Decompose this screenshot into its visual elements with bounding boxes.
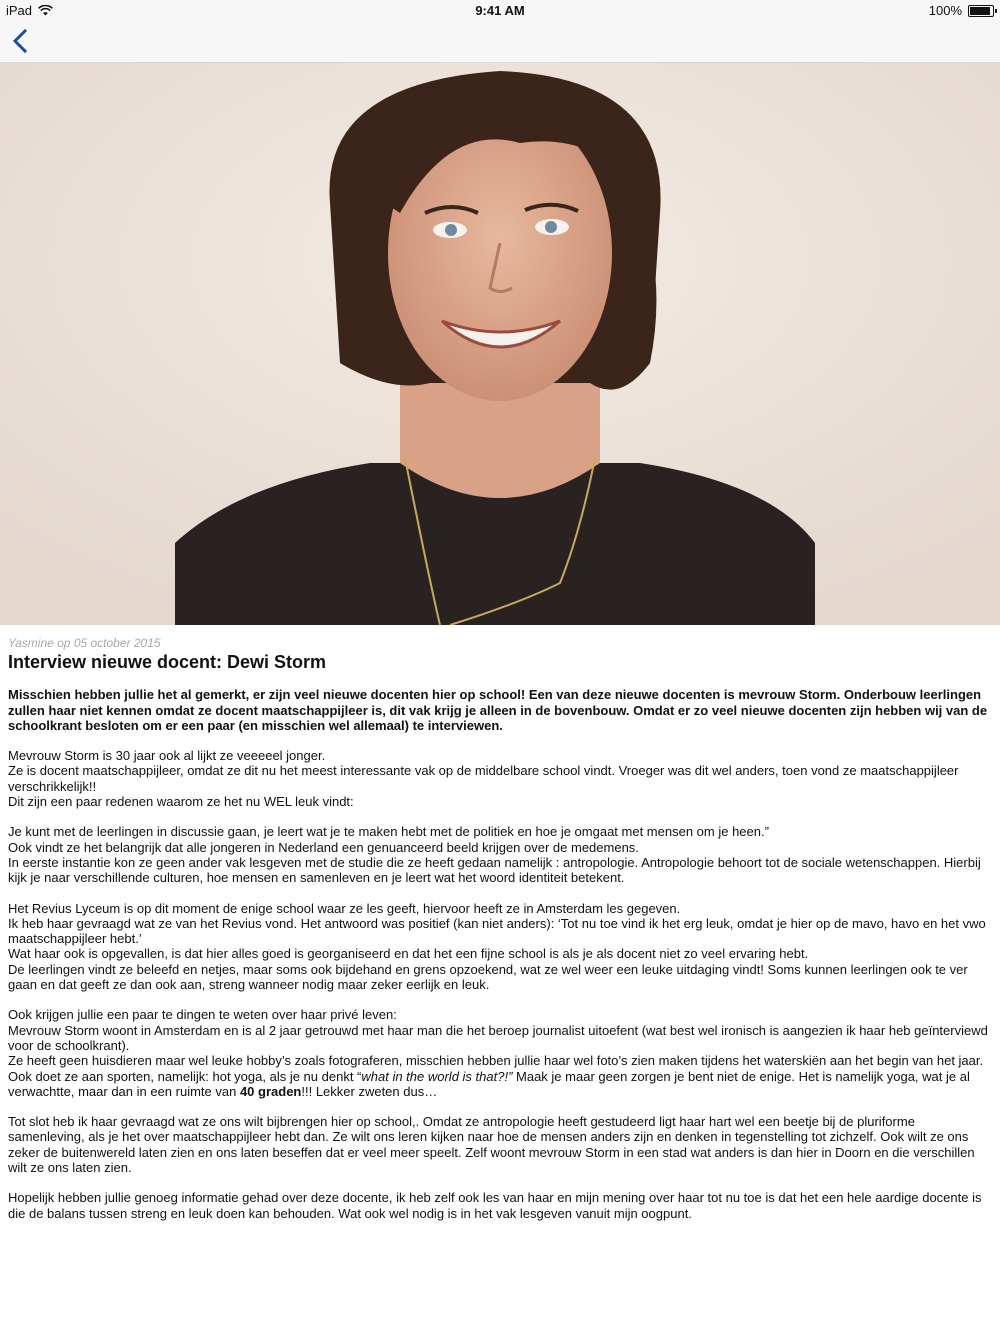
- battery-icon: [968, 5, 994, 17]
- portrait-image: [0, 63, 1000, 625]
- device-label: iPad: [6, 3, 33, 18]
- paragraph-5: Tot slot heb ik haar gevraagd wat ze ons wilt bijbrengen hier op school,. Omdat ze antropologie heeft gestudeerd ligt haar hart wel een beetje bij de pluriforme samenleving, als je het over maatschappijleer hebt dan. Ze wilt ons leren kijken naar hoe de mensen anders zijn en denken in tegenstelling tot zichzelf. Ook wilt ze ons zeker de buitenwereld laten zien en ons laten beseffen dat er veel meer speelt. Zelf woont mevrouw Storm in een stad wat anders is dan hier in Doorn en die verschillen wilt ze ons laten zien.: [8, 1114, 975, 1176]
- navigation-bar: [0, 20, 1000, 63]
- back-button[interactable]: [8, 28, 36, 56]
- article-photo: [0, 63, 1000, 625]
- paragraph-4: [8, 1007, 992, 1099]
- clock: 9:41 AM: [475, 3, 525, 18]
- article-intro: Misschien hebben jullie het al gemerkt, er zijn veel nieuwe docenten hier op school! Een van deze nieuwe docenten is mevrouw Storm. Onderbouw leerlingen zullen haar niet kennen omdat ze docent maatschappijleer is, dit vak krijg je alleen in de bovenbouw. Omdat er zo veel nieuwe docenten zijn hebben wij van de schoolkrant besloten om er een paar (en misschien wel allemaal) te interviewen.: [8, 687, 988, 733]
- emphasis-text: what in the world is that?!”: [361, 1068, 513, 1084]
- text-line: !!! Lekker zweten dus…: [301, 1083, 438, 1099]
- text-line: Ik heb haar gevraagd wat ze van het Revius vond. Het antwoord was positief (kan niet anders): ‘Tot nu toe vind ik het erg leuk, omdat je hier op de mavo, havo en het vwo maatschappijleer hebt.’: [8, 915, 986, 947]
- status-bar: [0, 0, 1000, 20]
- article-title: Interview nieuwe docent: Dewi Storm: [8, 652, 327, 673]
- paragraph-2: [8, 824, 992, 885]
- paragraph-1: [8, 748, 992, 809]
- battery-level: [970, 7, 990, 15]
- chevron-left-icon: [8, 28, 36, 56]
- status-right: [929, 3, 994, 18]
- bold-text: 40 graden: [239, 1083, 302, 1099]
- text-line: Ook vindt ze het belangrijk dat alle jongeren in Nederland een genuanceerd beeld krijgen over de medemens.: [8, 839, 639, 855]
- text-line: Mevrouw Storm is 30 jaar ook al lijkt ze veeeeel jonger.: [8, 748, 326, 764]
- text-line: Je kunt met de leerlingen in discussie gaan, je leert wat je te maken hebt met de politiek en hoe je omgaat met mensen om je heen.”: [8, 824, 769, 840]
- paragraph-6: Hopelijk hebben jullie genoeg informatie gehad over deze docente, ik heb zelf ook les van haar en mijn mening over haar tot nu toe is dat het een hele aardige docente is die de balans tussen streng en leuk doen kan behouden. Wat ook wel nodig is in het vak lesgeven vanuit mijn oogpunt.: [8, 1190, 982, 1221]
- text-line: Dit zijn een paar redenen waarom ze het nu WEL leuk vindt:: [8, 794, 354, 810]
- text-line: Het Revius Lyceum is op dit moment de enige school waar ze les geeft, hiervoor heeft ze in Amsterdam les gegeven.: [8, 900, 681, 916]
- text-line: Ze heeft geen huisdieren maar wel leuke hobby’s zoals fotograferen, misschien hebben jullie haar wel foto’s zien maken tijdens het waterskiën aan het begin van het jaar.: [8, 1053, 984, 1069]
- text-line: Maak je maar geen zorgen je bent niet de enige. Het is namelijk yoga, wat je al verwachtte, maar dan in een ruimte van: [8, 1068, 970, 1099]
- paragraph-3: [8, 901, 992, 993]
- text-line: Ook doet ze aan sporten, namelijk: hot yoga, als je nu denkt “: [8, 1068, 362, 1084]
- text-line: Ook krijgen jullie een paar te dingen te weten over haar privé leven:: [8, 1007, 397, 1023]
- article: [8, 636, 992, 1236]
- text-line: De leerlingen vindt ze beleefd en netjes, maar soms ook bijdehand en grens opzoekend, wat ze wel weer een leuke uitdaging vindt! Soms kunnen leerlingen ook te ver gaan en dat geeft ze dan ook aan, streng wanneer nodig maar zeker eerlijk en leuk.: [8, 961, 968, 993]
- text-line: In eerste instantie kon ze geen ander vak lesgeven met de studie die ze heeft gedaan namelijk : antropologie. Antropologie behoort tot de sociale wetenschappen. Hierbij kijk je naar verschillende culturen, hoe mensen en samenleven en je leert wat het woord identiteit betekent.: [8, 854, 981, 886]
- text-line: Wat haar ook is opgevallen, is dat hier alles goed is georganiseerd en dat het een fijne school is als je als docent niet zo veel ervaring hebt.: [8, 946, 809, 962]
- text-line: Mevrouw Storm woont in Amsterdam en is al 2 jaar getrouwd met haar man die het beroep journalist uitoefent (wat best wel ironisch is aangezien ik haar heb geïnterviewd voor de schoolkrant).: [8, 1022, 988, 1053]
- text-line: Ze is docent maatschappijleer, omdat ze dit nu het meest interessante vak op de middelbare school vindt. Vroeger was dit wel anders, toen vond ze maatschappijleer verschrikkelijk!!: [8, 763, 959, 794]
- battery-percent: 100%: [928, 3, 962, 18]
- article-meta: Yasmine op 05 october 2015: [8, 636, 161, 650]
